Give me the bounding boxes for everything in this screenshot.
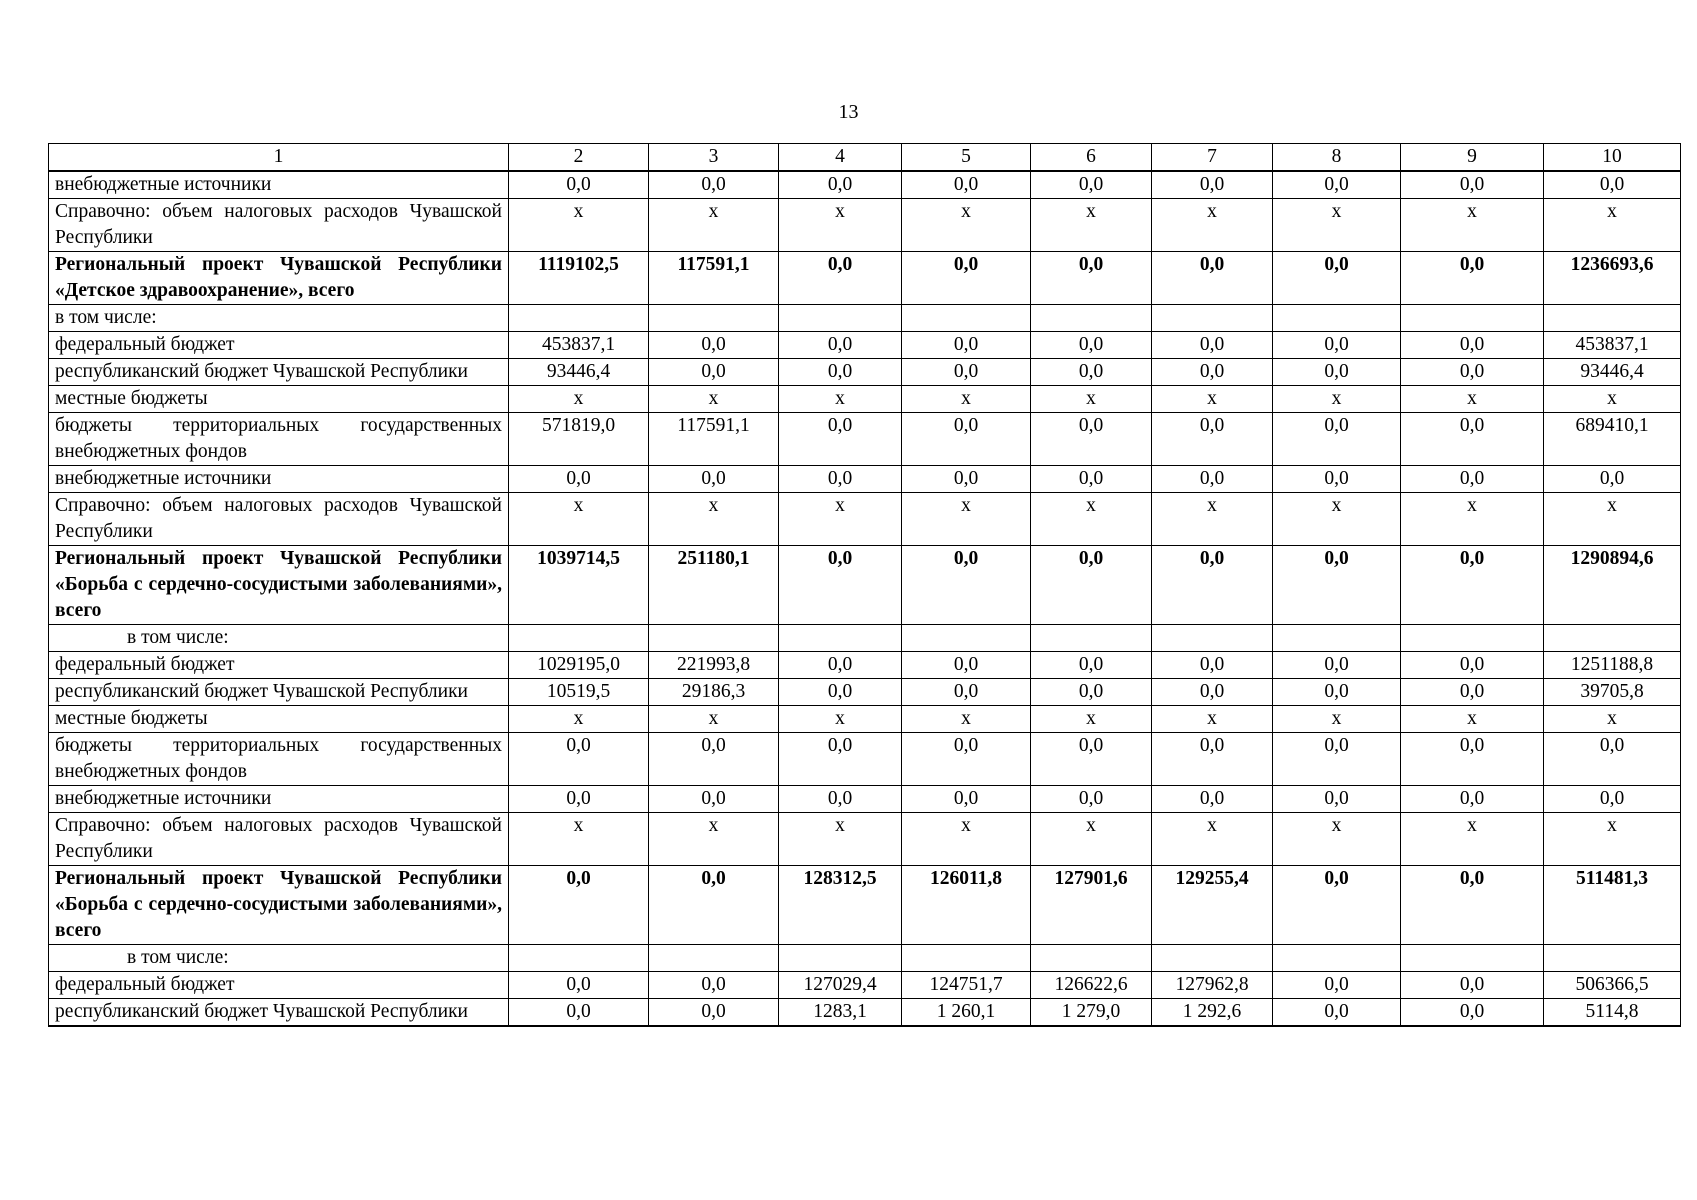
table-cell: 571819,0 <box>509 413 649 466</box>
table-cell: 29186,3 <box>649 679 779 706</box>
table-cell: 453837,1 <box>509 332 649 359</box>
table-row <box>49 413 1681 466</box>
row-label: Региональный проект Чувашской Республики «Борьба с сердечно-сосудистыми заболеваниями», всего <box>49 866 509 945</box>
table-cell: x <box>779 199 902 252</box>
table-cell: 0,0 <box>902 733 1031 786</box>
table-cell: 0,0 <box>902 466 1031 493</box>
table-cell: 0,0 <box>1401 466 1544 493</box>
table-cell: 0,0 <box>1152 332 1273 359</box>
table-cell: 0,0 <box>779 679 902 706</box>
table-cell: 0,0 <box>1031 546 1152 625</box>
table-cell <box>1544 305 1681 332</box>
table-cell: 93446,4 <box>1544 359 1681 386</box>
table-cell: 1236693,6 <box>1544 252 1681 305</box>
table-cell: 0,0 <box>1273 679 1401 706</box>
table-row-total <box>49 866 1681 945</box>
table-cell: 0,0 <box>1152 359 1273 386</box>
table-cell: 0,0 <box>902 679 1031 706</box>
table-cell <box>902 625 1031 652</box>
table-row <box>49 305 1681 332</box>
row-label: бюджеты территориальных государственных внебюджетных фондов <box>49 733 509 786</box>
column-header: 3 <box>649 144 779 172</box>
table-cell: 0,0 <box>902 546 1031 625</box>
table-cell: 0,0 <box>1401 252 1544 305</box>
table-cell: 0,0 <box>779 252 902 305</box>
table-cell: 1283,1 <box>779 999 902 1027</box>
table-row <box>49 332 1681 359</box>
table-cell <box>509 625 649 652</box>
table-row <box>49 199 1681 252</box>
table-cell: 0,0 <box>1544 466 1681 493</box>
table-cell: 0,0 <box>1031 733 1152 786</box>
table-cell: 1119102,5 <box>509 252 649 305</box>
table-cell: x <box>649 706 779 733</box>
column-header: 7 <box>1152 144 1273 172</box>
budget-table <box>48 143 1681 1027</box>
table-body <box>49 171 1681 1026</box>
table-cell: 453837,1 <box>1544 332 1681 359</box>
table-cell: x <box>1152 813 1273 866</box>
table-cell: 0,0 <box>509 999 649 1027</box>
table-cell: x <box>509 706 649 733</box>
table-cell: 0,0 <box>1031 786 1152 813</box>
row-label: республиканский бюджет Чувашской Республики <box>49 999 509 1027</box>
page-number: 13 <box>838 101 859 123</box>
table-cell: 0,0 <box>509 733 649 786</box>
table-cell: 0,0 <box>902 252 1031 305</box>
table-cell: 0,0 <box>1401 972 1544 999</box>
table-cell: 0,0 <box>509 972 649 999</box>
table-cell <box>1152 625 1273 652</box>
row-label: Справочно: объем налоговых расходов Чувашской Республики <box>49 813 509 866</box>
table-cell: 0,0 <box>1273 171 1401 199</box>
table-cell: 0,0 <box>649 171 779 199</box>
row-label: федеральный бюджет <box>49 332 509 359</box>
table-cell: 0,0 <box>1031 652 1152 679</box>
table-header <box>49 144 1681 172</box>
column-header: 8 <box>1273 144 1401 172</box>
table-cell: x <box>1401 199 1544 252</box>
column-header: 5 <box>902 144 1031 172</box>
table-cell: 0,0 <box>1273 866 1401 945</box>
table-cell: 0,0 <box>1544 733 1681 786</box>
table-cell: x <box>509 493 649 546</box>
table-cell: x <box>649 493 779 546</box>
table-cell: x <box>779 493 902 546</box>
table-cell: 0,0 <box>1031 171 1152 199</box>
table-row <box>49 972 1681 999</box>
table-cell <box>902 945 1031 972</box>
table-cell: 0,0 <box>1401 733 1544 786</box>
table-cell: 0,0 <box>1152 413 1273 466</box>
table-cell: 0,0 <box>902 332 1031 359</box>
table-cell: 1 292,6 <box>1152 999 1273 1027</box>
table-cell: x <box>1273 813 1401 866</box>
table-cell: 0,0 <box>1544 786 1681 813</box>
table-cell: x <box>1544 706 1681 733</box>
table-cell <box>1273 625 1401 652</box>
header-row <box>49 144 1681 172</box>
table-cell: 127901,6 <box>1031 866 1152 945</box>
table-cell <box>1031 945 1152 972</box>
table-cell: 0,0 <box>1401 359 1544 386</box>
table-cell: 1290894,6 <box>1544 546 1681 625</box>
table-cell <box>1544 945 1681 972</box>
table-cell: 0,0 <box>1273 999 1401 1027</box>
table-cell <box>509 945 649 972</box>
table-cell: 0,0 <box>1401 786 1544 813</box>
table-cell: 127029,4 <box>779 972 902 999</box>
table-cell: 689410,1 <box>1544 413 1681 466</box>
table-row <box>49 493 1681 546</box>
table-cell: 0,0 <box>1152 171 1273 199</box>
table-cell: 0,0 <box>509 466 649 493</box>
table-cell: x <box>1031 813 1152 866</box>
table-cell: x <box>649 813 779 866</box>
table-row <box>49 786 1681 813</box>
table-cell: x <box>1031 706 1152 733</box>
table-cell <box>1401 305 1544 332</box>
table-cell: 0,0 <box>649 786 779 813</box>
table-cell: 0,0 <box>1031 332 1152 359</box>
column-header: 9 <box>1401 144 1544 172</box>
table-cell: x <box>1544 386 1681 413</box>
table-row <box>49 706 1681 733</box>
table-cell: 0,0 <box>509 786 649 813</box>
table-cell: x <box>902 199 1031 252</box>
table-cell: 117591,1 <box>649 413 779 466</box>
table-row <box>49 386 1681 413</box>
table-cell: 0,0 <box>1031 679 1152 706</box>
table-row <box>49 466 1681 493</box>
table-cell: 0,0 <box>1401 171 1544 199</box>
table-cell: 126011,8 <box>902 866 1031 945</box>
row-label: республиканский бюджет Чувашской Республики <box>49 679 509 706</box>
table-cell: 124751,7 <box>902 972 1031 999</box>
column-header: 2 <box>509 144 649 172</box>
table-cell <box>1273 305 1401 332</box>
table-cell: 0,0 <box>509 171 649 199</box>
table-cell: x <box>1152 706 1273 733</box>
table-cell: 117591,1 <box>649 252 779 305</box>
table-cell: x <box>1152 493 1273 546</box>
table-cell: 506366,5 <box>1544 972 1681 999</box>
table-cell: 0,0 <box>1273 359 1401 386</box>
table-cell: 1 279,0 <box>1031 999 1152 1027</box>
table-cell: 93446,4 <box>509 359 649 386</box>
table-cell: 0,0 <box>1273 466 1401 493</box>
table-cell: x <box>1401 386 1544 413</box>
table-cell: 0,0 <box>779 359 902 386</box>
table-cell: 0,0 <box>902 413 1031 466</box>
table-row <box>49 171 1681 199</box>
table-cell: 0,0 <box>779 733 902 786</box>
table-cell: 0,0 <box>1031 413 1152 466</box>
table-cell: 0,0 <box>779 652 902 679</box>
table-cell: x <box>509 199 649 252</box>
row-label: Справочно: объем налоговых расходов Чувашской Республики <box>49 199 509 252</box>
table-cell: 0,0 <box>1273 652 1401 679</box>
table-cell: 0,0 <box>1273 972 1401 999</box>
table-cell: 0,0 <box>1544 171 1681 199</box>
table-row <box>49 813 1681 866</box>
table-cell <box>1401 945 1544 972</box>
table-cell: x <box>1273 493 1401 546</box>
table-cell <box>779 305 902 332</box>
table-cell: 0,0 <box>1152 679 1273 706</box>
row-label: в том числе: <box>49 305 509 332</box>
table-cell <box>902 305 1031 332</box>
table-cell: 251180,1 <box>649 546 779 625</box>
table-cell: x <box>1544 199 1681 252</box>
table-cell: 0,0 <box>1152 652 1273 679</box>
table-row-total <box>49 252 1681 305</box>
table-cell: x <box>1273 386 1401 413</box>
table-cell <box>779 625 902 652</box>
table-cell: 0,0 <box>649 999 779 1027</box>
table-cell: 0,0 <box>1273 413 1401 466</box>
table-cell: 0,0 <box>1401 413 1544 466</box>
table-cell: x <box>1031 493 1152 546</box>
table-cell <box>1031 625 1152 652</box>
table-cell: 0,0 <box>902 171 1031 199</box>
table-cell: 0,0 <box>649 359 779 386</box>
table-cell: 126622,6 <box>1031 972 1152 999</box>
table-cell: 0,0 <box>1401 652 1544 679</box>
table-cell: 0,0 <box>779 786 902 813</box>
table-cell: 0,0 <box>1031 252 1152 305</box>
table-cell: x <box>1401 813 1544 866</box>
table-cell: 39705,8 <box>1544 679 1681 706</box>
table-cell: x <box>1031 386 1152 413</box>
table-cell: x <box>779 386 902 413</box>
table-cell: 0,0 <box>649 866 779 945</box>
table-cell: 0,0 <box>1152 466 1273 493</box>
row-label: федеральный бюджет <box>49 652 509 679</box>
table-cell: x <box>1401 493 1544 546</box>
table-cell: x <box>509 813 649 866</box>
table-cell: 129255,4 <box>1152 866 1273 945</box>
table-cell: x <box>649 199 779 252</box>
table-cell: 128312,5 <box>779 866 902 945</box>
table-row <box>49 625 1681 652</box>
table-cell: 0,0 <box>779 332 902 359</box>
table-cell <box>1273 945 1401 972</box>
table-cell <box>1401 625 1544 652</box>
row-label: в том числе: <box>49 625 509 652</box>
row-label: Региональный проект Чувашской Республики «Борьба с сердечно-сосудистыми заболеваниями», всего <box>49 546 509 625</box>
column-header: 10 <box>1544 144 1681 172</box>
row-label: Справочно: объем налоговых расходов Чувашской Республики <box>49 493 509 546</box>
table-cell: x <box>902 813 1031 866</box>
table-cell: x <box>1401 706 1544 733</box>
table-cell <box>649 625 779 652</box>
table-cell: 0,0 <box>1401 866 1544 945</box>
table-cell: 0,0 <box>779 413 902 466</box>
table-cell: 0,0 <box>1152 733 1273 786</box>
row-label: внебюджетные источники <box>49 786 509 813</box>
table-cell: x <box>1152 199 1273 252</box>
table-cell: 0,0 <box>902 786 1031 813</box>
table-row <box>49 999 1681 1027</box>
table-cell: x <box>649 386 779 413</box>
table-row-total <box>49 546 1681 625</box>
table-cell: 511481,3 <box>1544 866 1681 945</box>
table-cell: 0,0 <box>779 546 902 625</box>
table-cell: 0,0 <box>1273 786 1401 813</box>
table-cell: 0,0 <box>1031 466 1152 493</box>
table-row <box>49 679 1681 706</box>
row-label: в том числе: <box>49 945 509 972</box>
table-cell: 0,0 <box>1273 332 1401 359</box>
table-row <box>49 359 1681 386</box>
row-label: бюджеты территориальных государственных внебюджетных фондов <box>49 413 509 466</box>
table-cell: 0,0 <box>1401 332 1544 359</box>
table-cell <box>509 305 649 332</box>
table-cell: 5114,8 <box>1544 999 1681 1027</box>
table-cell: 0,0 <box>509 866 649 945</box>
table-cell: 0,0 <box>1401 546 1544 625</box>
table-cell: 0,0 <box>1152 546 1273 625</box>
table-cell: 0,0 <box>1152 252 1273 305</box>
table-cell: 0,0 <box>1401 999 1544 1027</box>
table-cell: x <box>902 386 1031 413</box>
table-cell: 0,0 <box>1273 546 1401 625</box>
table-cell: 221993,8 <box>649 652 779 679</box>
table-cell <box>1031 305 1152 332</box>
table-cell: 0,0 <box>1401 679 1544 706</box>
column-header: 6 <box>1031 144 1152 172</box>
table-cell: 0,0 <box>1273 733 1401 786</box>
table-cell: 0,0 <box>649 733 779 786</box>
table-cell: x <box>902 493 1031 546</box>
table-cell: x <box>509 386 649 413</box>
table-cell: x <box>779 706 902 733</box>
row-label: федеральный бюджет <box>49 972 509 999</box>
table-row <box>49 733 1681 786</box>
table-cell: x <box>1273 706 1401 733</box>
table-cell: 0,0 <box>902 652 1031 679</box>
row-label: республиканский бюджет Чувашской Республики <box>49 359 509 386</box>
table-cell: x <box>1544 493 1681 546</box>
table-cell <box>779 945 902 972</box>
table-cell: 10519,5 <box>509 679 649 706</box>
row-label: внебюджетные источники <box>49 171 509 199</box>
table-cell: x <box>1273 199 1401 252</box>
table-cell: 0,0 <box>649 466 779 493</box>
table-cell: 0,0 <box>1031 359 1152 386</box>
table-cell: x <box>1152 386 1273 413</box>
table-cell: 0,0 <box>649 972 779 999</box>
row-label: местные бюджеты <box>49 386 509 413</box>
table-cell: 0,0 <box>1152 786 1273 813</box>
table-cell <box>1152 945 1273 972</box>
table-cell: x <box>779 813 902 866</box>
table-cell: 1029195,0 <box>509 652 649 679</box>
table-cell: 1251188,8 <box>1544 652 1681 679</box>
table-row <box>49 652 1681 679</box>
table-cell <box>649 305 779 332</box>
table-cell: 0,0 <box>779 171 902 199</box>
row-label: внебюджетные источники <box>49 466 509 493</box>
row-label: Региональный проект Чувашской Республики «Детское здравоохранение», всего <box>49 252 509 305</box>
table-cell: 127962,8 <box>1152 972 1273 999</box>
column-header: 1 <box>49 144 509 172</box>
table-cell: x <box>1544 813 1681 866</box>
table-cell: x <box>1031 199 1152 252</box>
table-cell: 0,0 <box>779 466 902 493</box>
table-cell <box>1152 305 1273 332</box>
table-cell: 0,0 <box>649 332 779 359</box>
column-header: 4 <box>779 144 902 172</box>
row-label: местные бюджеты <box>49 706 509 733</box>
table-cell <box>649 945 779 972</box>
table-cell <box>1544 625 1681 652</box>
table-cell: 0,0 <box>902 359 1031 386</box>
table-row <box>49 945 1681 972</box>
table-cell: 1039714,5 <box>509 546 649 625</box>
table-cell: 0,0 <box>1273 252 1401 305</box>
table-cell: 1 260,1 <box>902 999 1031 1027</box>
table-cell: x <box>902 706 1031 733</box>
